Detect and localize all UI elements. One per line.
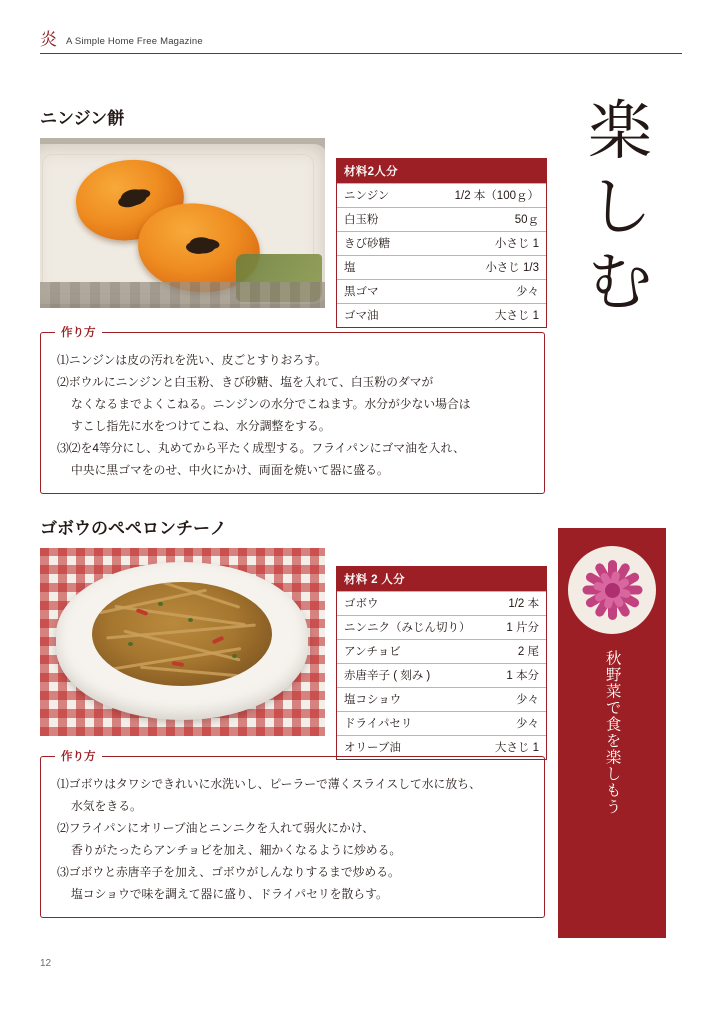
method-step <box>55 371 530 437</box>
method-label: 作り方 <box>55 324 102 340</box>
ingredient-name: きび砂糖 <box>344 237 390 250</box>
method-steps <box>55 773 530 905</box>
vertical-title-char-1: 楽 <box>588 95 652 169</box>
method-step <box>55 773 530 817</box>
method-step-cont: 中央に黒ゴマをのせ、中火にかけ、両面を焼いて器に盛る。 <box>71 463 389 477</box>
table-row <box>337 279 546 303</box>
ingredient-qty: 大さじ 1 <box>494 741 539 754</box>
ingredient-qty: 50ｇ <box>514 213 539 226</box>
magazine-logo: 炎 <box>40 30 57 50</box>
method-step-text: ⑶ゴボウと赤唐辛子を加え、ゴボウがしんなりするまで炒める。 <box>57 865 400 879</box>
method-step-text: ⑶⑵を4等分にし、丸めてから平たく成型する。フライパンにゴマ油を入れ、 <box>57 441 465 455</box>
ingredients-table <box>336 566 547 760</box>
method-step-cont: すこし指先に水をつけてこね、水分調整をする。 <box>71 419 331 433</box>
ingredient-name: ゴボウ <box>344 597 379 610</box>
method-step <box>55 861 530 905</box>
ingredient-name: 赤唐辛子 ( 刻み ) <box>344 669 431 682</box>
method-label: 作り方 <box>55 748 102 764</box>
recipe-title: ニンジン餅 <box>40 109 125 129</box>
method-step-cont: なくなるまでよくこねる。ニンジンの水分でこねます。水分が少ない場合は <box>71 397 471 411</box>
ingredient-qty: 小さじ 1/3 <box>485 261 539 274</box>
recipe-top-row <box>40 138 545 322</box>
ingredient-name: 白玉粉 <box>344 213 379 226</box>
ingredient-name: ニンニク（みじん切り） <box>344 621 471 634</box>
page-number: 12 <box>40 958 52 969</box>
method-step-cont: 水気をきる。 <box>71 799 142 813</box>
ingredient-qty: 少々 <box>516 693 539 706</box>
method-box <box>40 751 545 918</box>
vertical-title-char-3: む <box>588 246 652 321</box>
method-step-text: ⑵ボウルにニンジンと白玉粉、きび砂糖、塩を入れて、白玉粉のダマが <box>57 375 434 389</box>
method-step <box>55 349 530 371</box>
ingredient-qty: 大さじ 1 <box>494 309 539 322</box>
method-step-text: ⑴ゴボウはタワシできれいに水洗いし、ピーラーで薄くスライスして水に放ち、 <box>57 777 481 791</box>
table-row <box>337 183 546 207</box>
method-step <box>55 437 530 481</box>
method-step-text: ⑵フライパンにオリーブ油とニンニクを入れて弱火にかけ、 <box>57 821 374 835</box>
table-row <box>337 303 546 327</box>
ingredient-qty: 1 片分 <box>506 621 539 634</box>
ingredient-qty: 小さじ 1 <box>494 237 539 250</box>
method-step <box>55 817 530 861</box>
ingredient-name: オリーブ油 <box>344 741 401 754</box>
vertical-title-char-2: し <box>588 170 652 245</box>
ingredient-name: 黒ゴマ <box>344 285 379 298</box>
table-row <box>337 231 546 255</box>
vertical-title <box>560 95 680 322</box>
magazine-subtitle: A Simple Home Free Magazine <box>66 36 203 47</box>
page-header <box>40 30 682 56</box>
flower-banner-panel <box>558 528 666 938</box>
ingredients-table <box>336 158 547 328</box>
method-step-cont: 香りがたったらアンチョビを加え、細かくなるように炒める。 <box>71 843 402 857</box>
ingredient-name: アンチョビ <box>344 645 401 658</box>
header-divider <box>40 53 682 54</box>
table-row <box>337 663 546 687</box>
flower-caption: 秋野菜で食を楽しもう <box>603 650 622 815</box>
method-box <box>40 327 545 494</box>
table-row <box>337 711 546 735</box>
method-steps <box>55 349 530 481</box>
ingredient-qty: 1/2 本（100ｇ） <box>454 189 539 202</box>
ingredient-qty: 2 尾 <box>517 645 539 658</box>
ingredient-qty: 少々 <box>516 717 539 730</box>
table-row <box>337 615 546 639</box>
table-row <box>337 591 546 615</box>
ingredient-name: ニンジン <box>344 189 390 202</box>
recipe-title: ゴボウのペペロンチーノ <box>40 519 227 539</box>
ingredient-qty: 1/2 本 <box>508 597 539 610</box>
ingredient-name: ゴマ油 <box>344 309 379 322</box>
ingredient-qty: 少々 <box>516 285 539 298</box>
table-row <box>337 207 546 231</box>
ingredient-qty: 1 本分 <box>506 669 539 682</box>
table-row <box>337 255 546 279</box>
flower-caption-wrap <box>558 650 666 920</box>
ingredient-name: 塩コショウ <box>344 693 402 706</box>
method-step-cont: 塩コショウで味を調えて器に盛り、ドライパセリを散らす。 <box>71 887 388 901</box>
carrot-mochi-photo <box>40 138 325 308</box>
recipe-top-row <box>40 548 545 754</box>
ingredient-name: 塩 <box>344 261 356 274</box>
recipe-block-1 <box>40 108 545 494</box>
chrysanthemum-icon <box>580 558 644 622</box>
ingredients-heading: 材料2人分 <box>337 159 546 183</box>
table-row <box>337 687 546 711</box>
gobo-peperoncino-photo <box>40 548 325 736</box>
table-row <box>337 639 546 663</box>
recipe-block-2 <box>40 518 545 918</box>
flower-circle <box>568 546 656 634</box>
method-step-text: ⑴ニンジンは皮の汚れを洗い、皮ごとすりおろす。 <box>57 353 327 367</box>
ingredients-heading: 材料 2 人分 <box>337 567 546 591</box>
ingredient-name: ドライパセリ <box>344 717 413 730</box>
